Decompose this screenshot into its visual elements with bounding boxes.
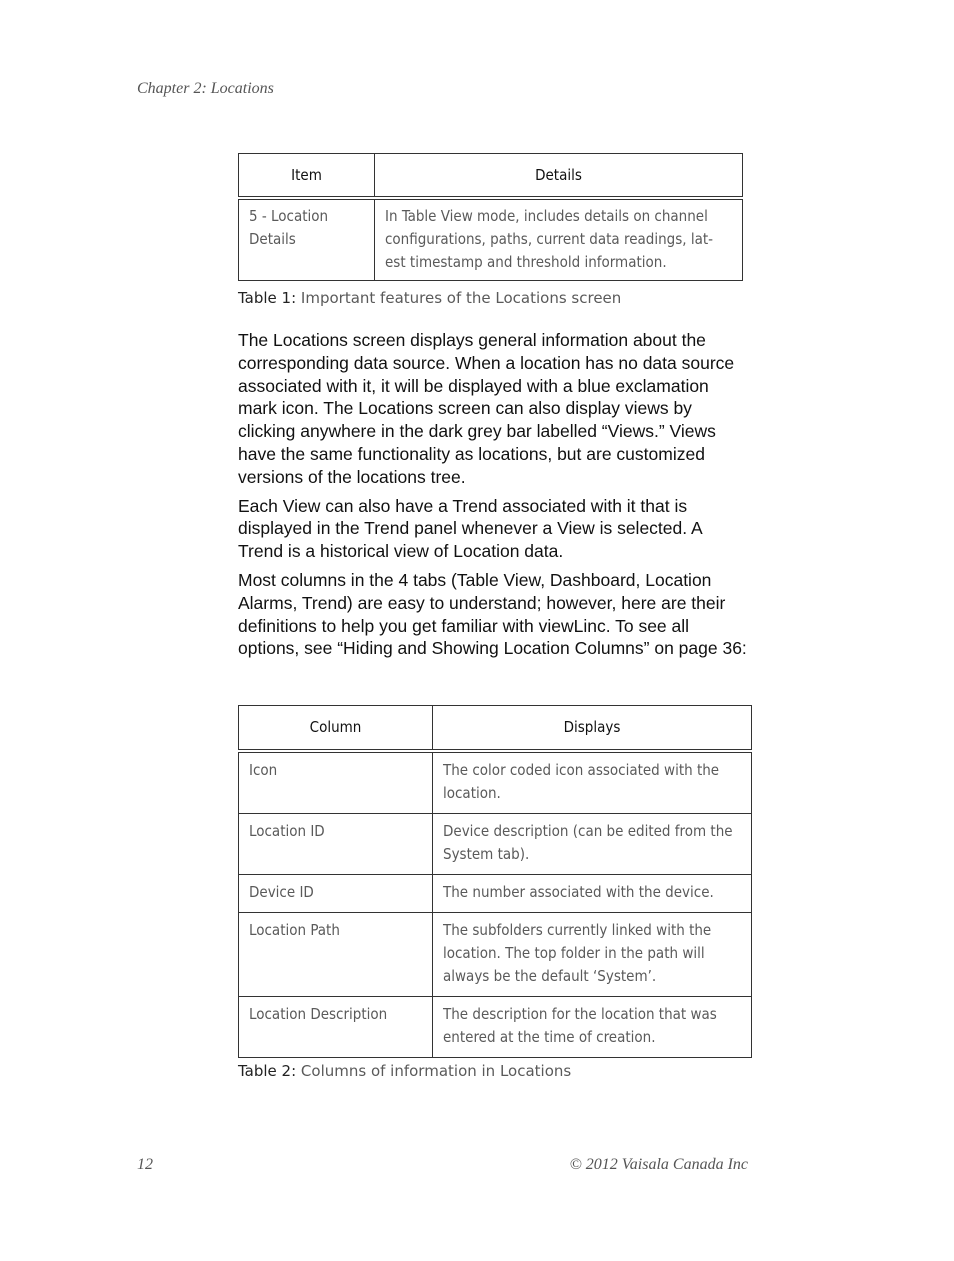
table-caption — [238, 289, 621, 307]
table-cell-column: Location Path — [239, 913, 433, 997]
table-cell-details: In Table View mode, includes details on channel configurations, paths, current data readings, lat-est timestamp and threshold information. — [375, 198, 743, 281]
paragraph: Each View can also have a Trend associated with it that is displayed in the Trend panel whenever a View is selected. A Trend is a historical view of Location data. — [238, 495, 702, 562]
table-caption — [238, 1062, 571, 1080]
caption-text: Columns of information in Locations — [296, 1062, 572, 1080]
columns-table — [238, 705, 752, 1058]
features-table — [238, 153, 743, 281]
caption-text: Important features of the Locations screen — [296, 289, 622, 307]
page-number: 12 — [137, 1156, 153, 1173]
table-cell-column: Location Description — [239, 997, 433, 1058]
table-cell-column: Device ID — [239, 875, 433, 913]
table-row — [239, 913, 752, 997]
table-cell-column: Icon — [239, 751, 433, 814]
paragraph: Most columns in the 4 tabs (Table View, Dashboard, Location Alarms, Trend) are easy to understand; however, here are their definitions to help you get familiar with viewLinc. To see all options, see “Hiding and Showing Location Columns” on page 36: — [238, 569, 747, 659]
column-header-item: Item — [239, 154, 375, 199]
paragraph: The Locations screen displays general information about the corresponding data source. When a location has no data source associated with it, it will be displayed with a blue exclamation mark icon. The Locations screen can also display views by clicking anywhere in the dark grey bar labelled “Views.” Views have the same functionality as locations, but are customized versions of the locations tree. — [238, 330, 735, 487]
table-cell-displays: The description for the location that was entered at the time of creation. — [433, 997, 752, 1058]
table-header-row — [239, 706, 752, 752]
column-header-details: Details — [375, 154, 743, 199]
table-row — [239, 814, 752, 875]
table-row — [239, 751, 752, 814]
table-cell-displays: The number associated with the device. — [433, 875, 752, 913]
copyright-notice: © 2012 Vaisala Canada Inc — [569, 1156, 748, 1173]
table-row — [239, 997, 752, 1058]
caption-label: Table 2: — [238, 1062, 297, 1080]
column-header-column: Column — [239, 706, 433, 752]
table-row — [239, 875, 752, 913]
table-header-row — [239, 154, 743, 199]
caption-label: Table 1: — [238, 289, 297, 307]
table-cell-column: Location ID — [239, 814, 433, 875]
table-cell-item: 5 - Location Details — [239, 198, 375, 281]
table-cell-displays: Device description (can be edited from the System tab). — [433, 814, 752, 875]
body-text — [238, 329, 750, 666]
running-header: Chapter 2: Locations — [137, 80, 274, 97]
table-cell-displays: The color coded icon associated with the location. — [433, 751, 752, 814]
table-row — [239, 198, 743, 281]
table-cell-displays: The subfolders currently linked with the location. The top folder in the path will always be the default ‘System’. — [433, 913, 752, 997]
column-header-displays: Displays — [433, 706, 752, 752]
